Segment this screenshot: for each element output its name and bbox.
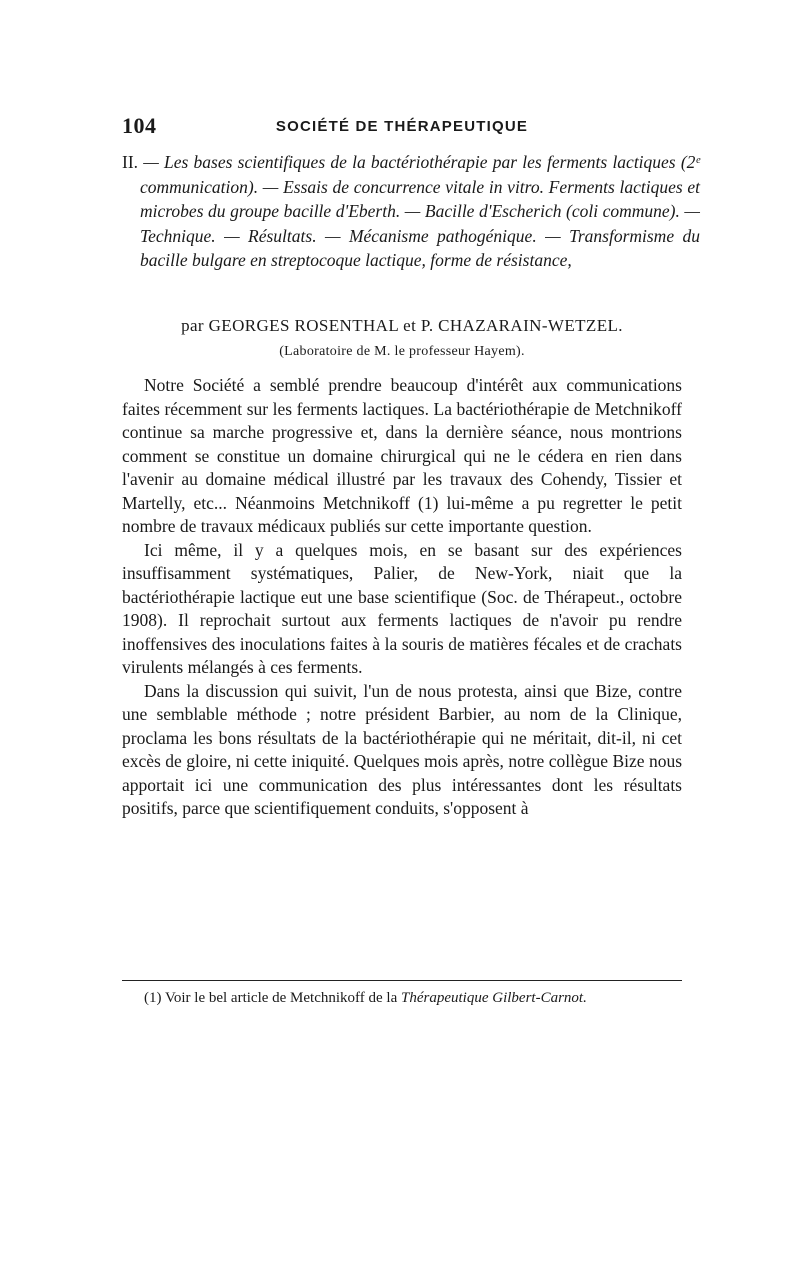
paragraph: Ici même, il y a quelques mois, en se basant sur des expériences insuffisamment systématiques, Palier, de New-York, niait que la bactériothérapie lactique eut une base scientifique (Soc. de Thérapeut., octobre 1908). Il reprochait surtout aux ferments lactiques de n'avoir pu rendre inoffensives des inoculations faites à la souris de matières fécales et de crachats virulents mélangés à ces ferments. bbox=[122, 539, 682, 677]
article-numeral: II. bbox=[122, 152, 139, 172]
footnote bbox=[122, 988, 682, 1008]
paragraph: Dans la discussion qui suivit, l'un de nous protesta, ainsi que Bize, contre une semblable méthode ; notre président Barbier, au nom de la Clinique, proclama les bons résultats de la bactériothérapie qui ne méritait, dit-il, ni cet excès de gloire, ni cette iniquité. Quelques mois après, notre collègue Bize nous apportait ici une communication des plus intéressantes dont les résultats positifs, parce que scientifiquement conduits, s'opposent à bbox=[122, 680, 682, 818]
authors-line: par GEORGES ROSENTHAL et P. CHAZARAIN-WETZEL. bbox=[181, 316, 623, 335]
page-number: 104 bbox=[122, 113, 157, 138]
footnote-text: (1) Voir le bel article de Metchnikoff de la bbox=[144, 990, 398, 1006]
paragraph: Notre Société a semblé prendre beaucoup d'intérêt aux communications faites récemment sur les ferments lactiques. La bactériothérapie de Metchnikoff continue sa marche progressive et, dans la dernière séance, nous montrions comment se constitue un domaine chirurgical qui ne le cédera en rien dans l'avenir au domaine médical illustré par les travaux des Cohendy, Tissier et Martelly, etc... Néanmoins Metchnikoff (1) lui-même a pu regretter le petit nombre de travaux médicaux publiés sur cette importante question. bbox=[122, 375, 682, 536]
footnote-italic: Thérapeutique Gilbert-Carnot. bbox=[401, 990, 587, 1006]
body-text bbox=[122, 374, 682, 821]
footnote-divider bbox=[122, 980, 682, 981]
article-title bbox=[122, 150, 700, 273]
page-header bbox=[122, 113, 682, 141]
article-title-text: — Les bases scientifiques de la bactériothérapie par les ferments lactiques (2ᵉ communication). — Essais de concurrence vitale in vitro. Ferments lactiques et microbes du groupe bacille d'Eberth. — Bacille d'Escherich (coli commune). — Technique. — Résultats. — Mécanisme pathogénique. — Transformisme du bacille bulgare en streptocoque lactique, forme de résistance, bbox=[140, 152, 701, 270]
laboratory-line: (Laboratoire de M. le professeur Hayem). bbox=[279, 344, 525, 359]
running-head: SOCIÉTÉ DE THÉRAPEUTIQUE bbox=[275, 118, 529, 135]
